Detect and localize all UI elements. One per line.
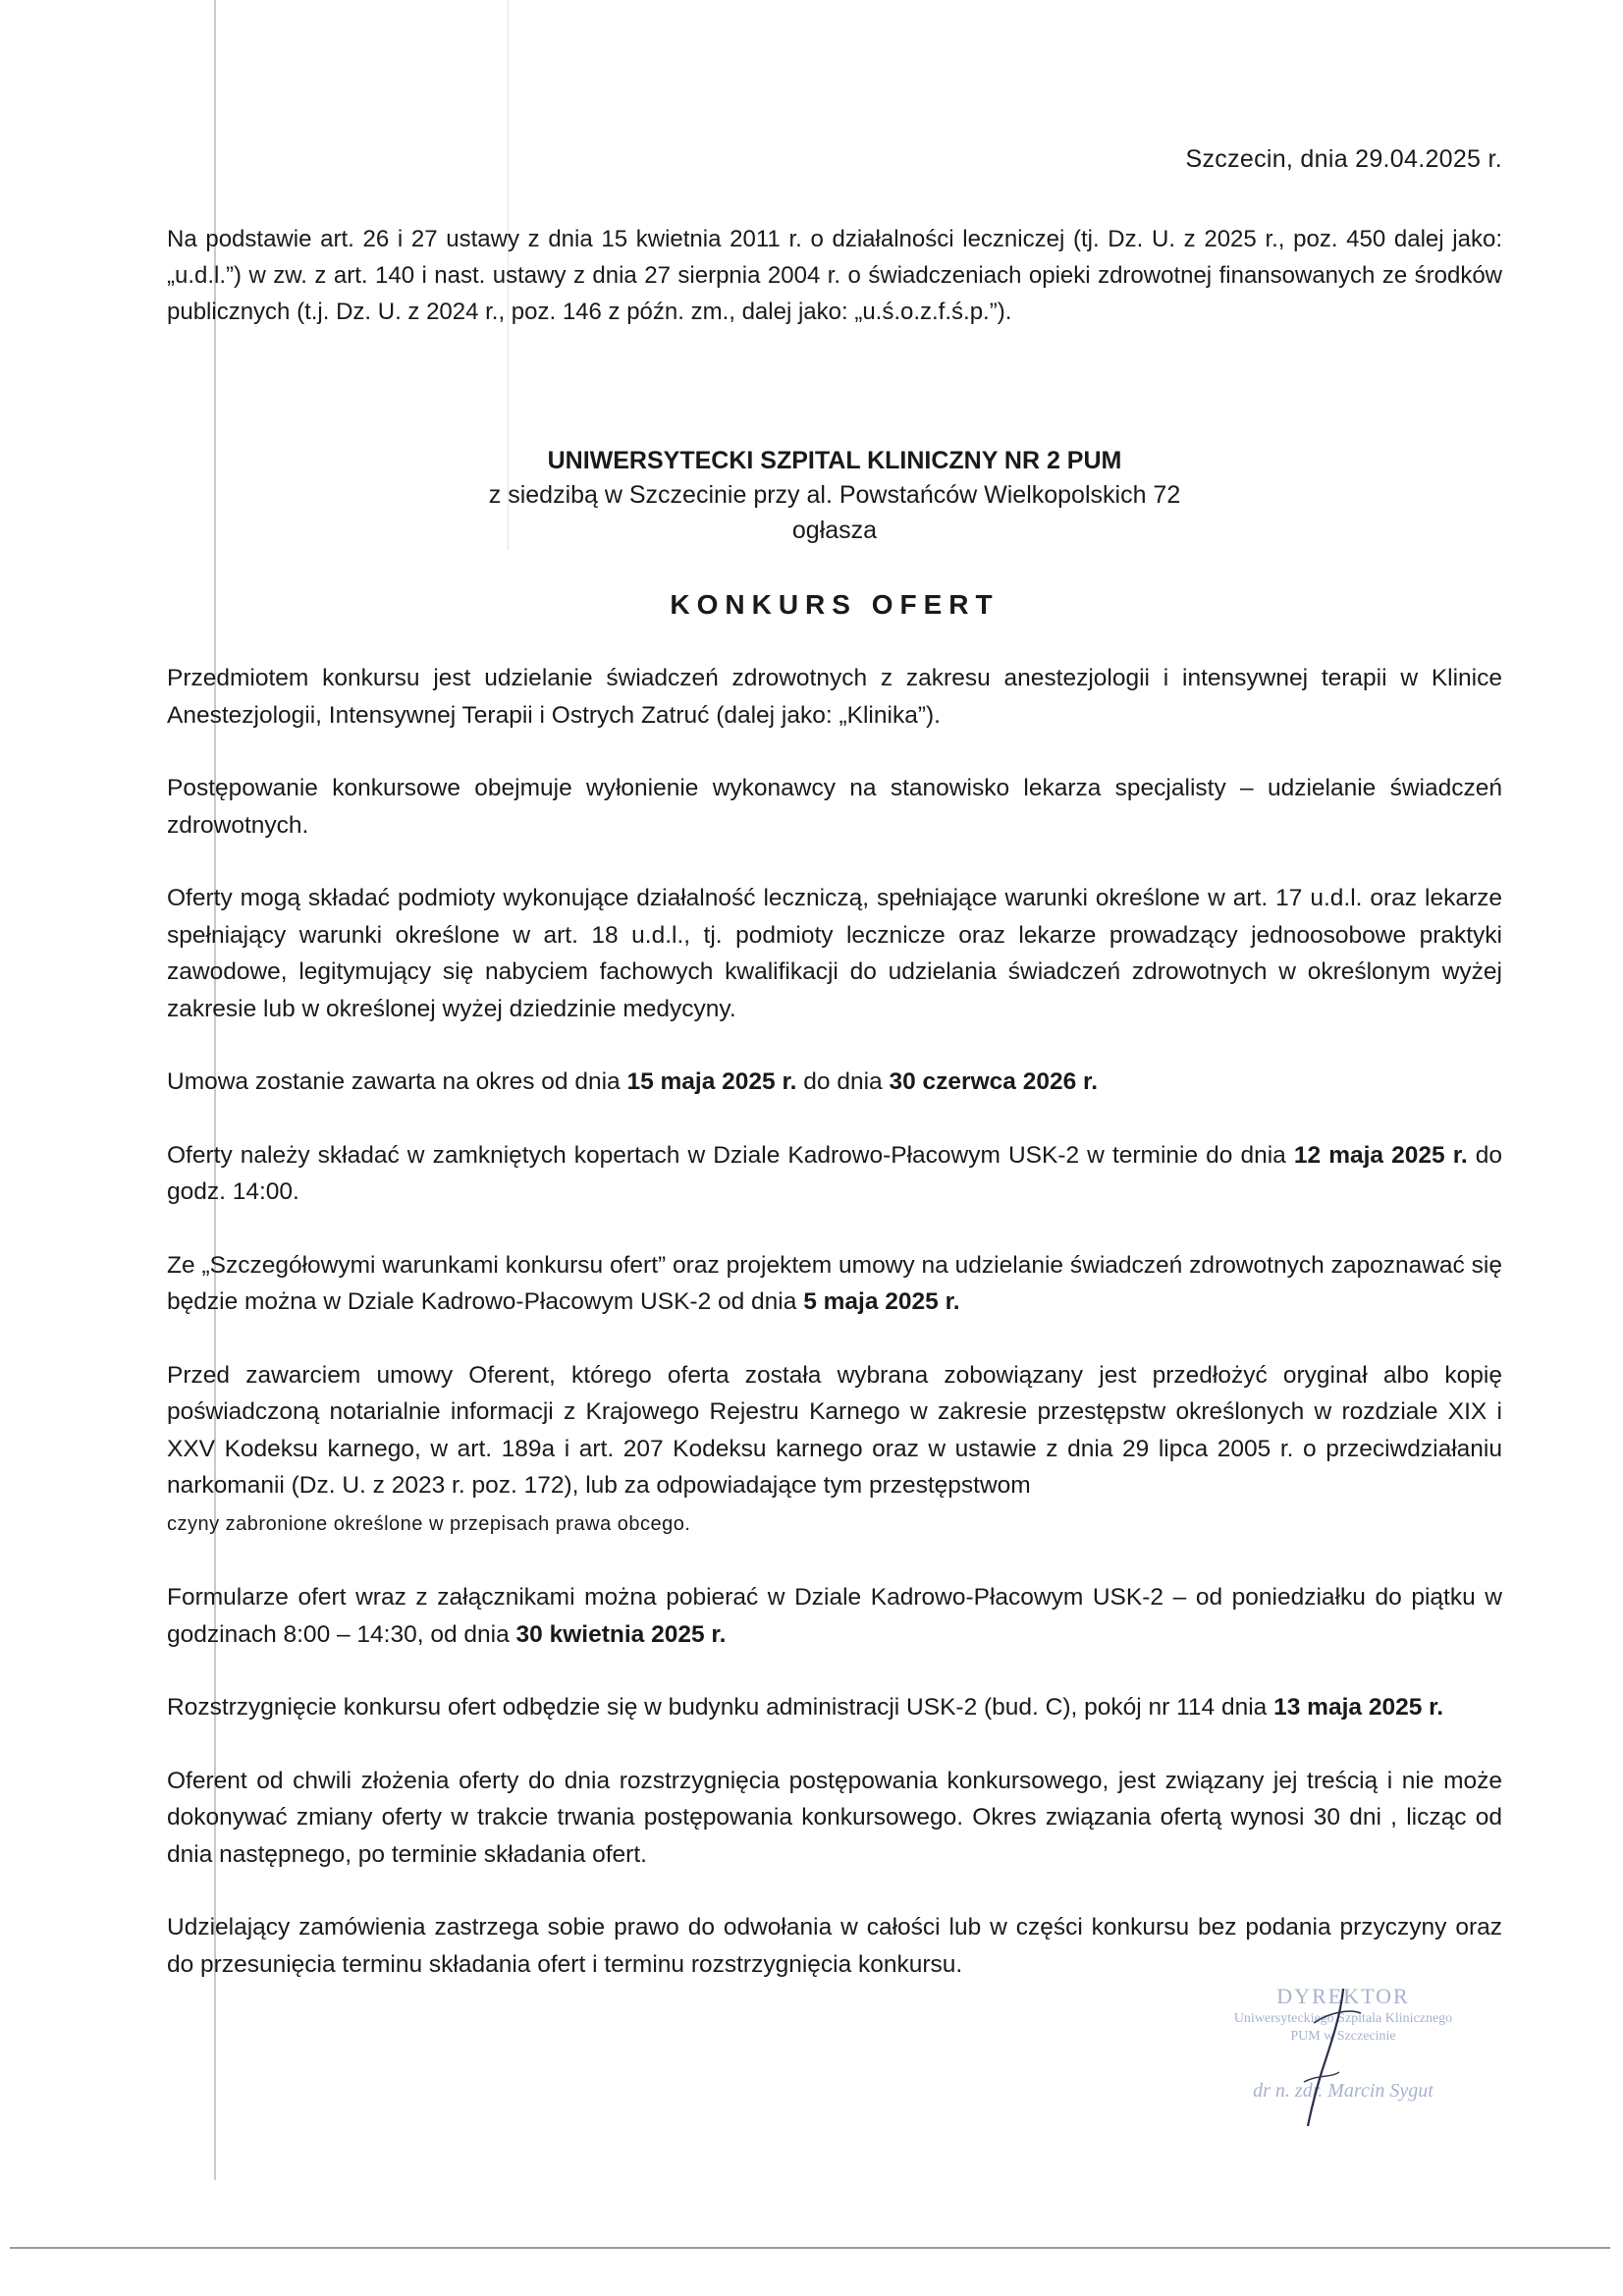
text-segment: Przed zawarciem umowy Oferent, którego oferta została wybrana zobowiązany jest przedłożyć oryginał albo kopię poświadczoną notarialnie informacji z Krajowego Rejestru Karnego w zakresie przestępstw określonych w rozdziale XIX i XXV Kodeksu karnego, w art. 189a i art. 207 Kodeksu karnego oraz w ustawie z dnia 29 lipca 2005 r. o przeciwdziałaniu narkomanii (Dz. U. z 2023 r. poz. 172), lub za odpowiadające tym przestępstwom [167, 1361, 1502, 1499]
date-bold: 30 czerwca 2026 [889, 1068, 1077, 1095]
paragraph-terms-availability [167, 1247, 1502, 1321]
text-segment-bold: r. [1076, 1068, 1098, 1095]
stamp-institution: Uniwersyteckiego Szpitala Klinicznego [1233, 2011, 1453, 2026]
date-bold: 13 maja 2025 r. [1273, 1694, 1444, 1721]
date-bold: 15 maja 2025 [626, 1068, 776, 1095]
paragraph-criminal-record [167, 1357, 1502, 1544]
text-segment: Formularze ofert wraz z załącznikami można pobierać w Dziale Kadrowo-Płacowym USK-2 – od poniedziałku do piątku w godzinach 8:00 – 14:30, od dnia [167, 1584, 1502, 1648]
document-date: Szczecin, dnia 29.04.2025 r. [1185, 145, 1502, 173]
date-bold: 12 maja 2025 [1293, 1141, 1445, 1169]
paragraph-subject: Przedmiotem konkursu jest udzielanie świadczeń zdrowotnych z zakresu anestezjologii i intensywnej terapii w Klinice Anestezjologii, Intensywnej Terapii i Ostrych Zatruć (dalej jako: „Klinika”). [167, 665, 1502, 729]
text-segment: Umowa zostanie zawarta na okres od dnia [167, 1068, 627, 1095]
paragraph-binding-period: Oferent od chwili złożenia oferty do dnia rozstrzygnięcia postępowania konkursowego, jest związany jej treścią i nie może dokonywać zmiany oferty w trakcie trwania postępowania konkursowego. Okres związania ofertą wynosi 30 dni , licząc od dnia następnego, po terminie składania ofert. [167, 1767, 1502, 1868]
paragraph-reservation: Udzielający zamówienia zastrzega sobie prawo do odwołania w całości lub w części konkursu bez podania przyczyny oraz do przesunięcia terminu składania ofert i terminu rozstrzygnięcia konkursu. [167, 1914, 1502, 1978]
stamp-location: PUM w Szczecinie [1290, 2029, 1396, 2044]
text-segment: Oferty należy składać w zamkniętych kopertach w Dziale Kadrowo-Płacowym USK-2 w terminie do dnia [167, 1141, 1294, 1169]
organization-name: UNIWERSYTECKI SZPITAL KLINICZNY NR 2 PUM [547, 447, 1122, 474]
legal-basis-paragraph: Na podstawie art. 26 i 27 ustawy z dnia 15 kwietnia 2011 r. o działalności leczniczej (tj. Dz. U. z 2025 r., poz. 450 dalej jako: „u.d.l.”) w zw. z art. 140 i nast. ustawy z dnia 27 sierpnia 2004 r. o świadczeniach opieki zdrowotnej finansowanych ze środków publicznych (t.j. Dz. U. z 2024 r., poz. 146 z późn. zm., dalej jako: „u.ś.o.z.f.ś.p.”). [167, 226, 1502, 325]
text-segment-bold: r. [1444, 1141, 1468, 1169]
text-segment-bold: r. [775, 1068, 797, 1095]
date-bold: 30 kwietnia 2025 r. [515, 1620, 727, 1648]
paragraph-resolution [167, 1689, 1502, 1726]
document-body [167, 660, 1502, 2019]
text-segment: Rozstrzygnięcie konkursu ofert odbędzie się w budynku administracji USK-2 (bud. C), pokój nr 114 dnia [167, 1694, 1274, 1721]
paragraph-forms [167, 1579, 1502, 1653]
text-segment-small: czyny zabronione określone w przepisach prawa obcego. [167, 1512, 691, 1535]
organization-address: z siedzibą w Szczecinie przy al. Powstańców Wielkopolskich 72 [488, 481, 1181, 509]
paragraph-contract-period [167, 1064, 1502, 1101]
text-segment: do dnia [796, 1068, 890, 1095]
handwritten-signature-icon [1274, 1984, 1392, 2131]
director-stamp-signature [1216, 1984, 1510, 2141]
text-segment: Ze „Szczegółowymi warunkami konkursu ofert” oraz projektem umowy na udzielanie świadczeń zdrowotnych zapoznawać się będzie można w Dziale Kadrowo-Płacowym USK-2 od dnia [167, 1251, 1502, 1315]
date-bold: 5 maja 2025 r. [803, 1288, 960, 1315]
paragraph-procedure: Postępowanie konkursowe obejmuje wyłonienie wykonawcy na stanowisko lekarza specjalisty – udzielanie świadczeń zdrowotnych. [167, 775, 1502, 839]
paragraph-eligibility: Oferty mogą składać podmioty wykonujące działalność leczniczą, spełniające warunki określone w art. 17 u.d.l. oraz lekarze spełniający warunki określone w art. 18 u.d.l., tj. podmioty lecznicze oraz lekarze prowadzący jednoosobowe praktyki zawodowe, legitymujący się nabyciem fachowych kwalifikacji do udzielania świadczeń zdrowotnych w określonym wyżej zakresie lub w określonej wyżej dziedzinie medycyny. [167, 885, 1502, 1022]
stamp-title: DYREKTOR [1276, 1984, 1410, 2008]
paragraph-submission [167, 1137, 1502, 1211]
text-segment: do godz. 14:00. [167, 1141, 1503, 1205]
document-title: KONKURS OFERT [670, 589, 1000, 620]
announces-label: ogłasza [791, 517, 878, 544]
stamp-director-name: dr n. zdr. Marcin Sygut [1253, 2080, 1434, 2102]
scan-artifact-horizontal [10, 2247, 1610, 2249]
